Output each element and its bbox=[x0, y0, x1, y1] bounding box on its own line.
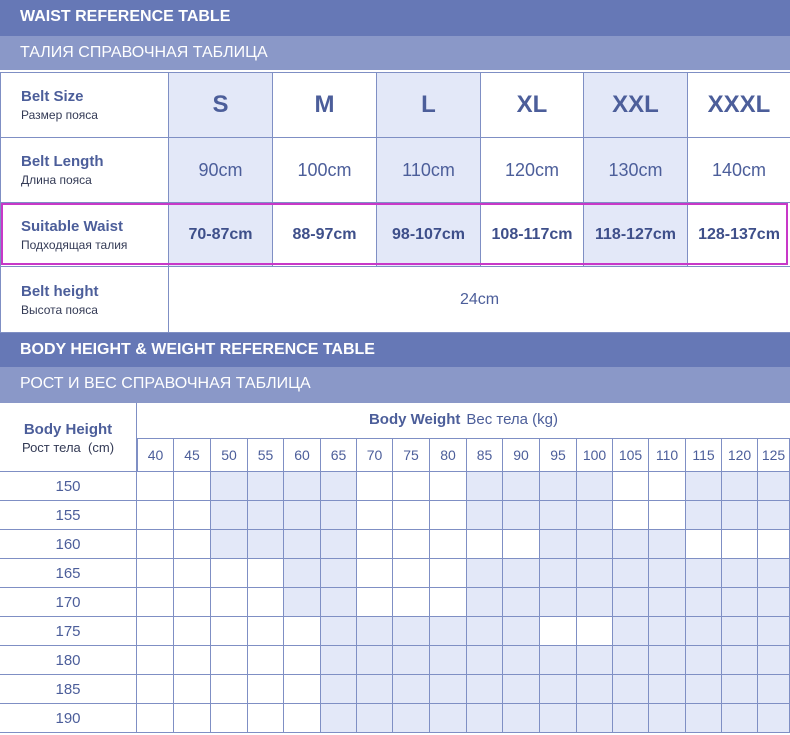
grid-cell bbox=[211, 704, 248, 733]
body-height-label-ru: Рост тела bbox=[21, 440, 81, 455]
grid-cell bbox=[430, 617, 467, 646]
length-cell: 100cm bbox=[273, 138, 377, 203]
size-cell: S bbox=[169, 73, 273, 138]
belt-length-row bbox=[1, 138, 790, 203]
weight-tick-label: 125 bbox=[758, 439, 790, 472]
belt-size-row bbox=[1, 73, 790, 138]
weight-tick-label: 110 bbox=[649, 439, 686, 472]
grid-cell bbox=[393, 646, 430, 675]
grid-cell bbox=[248, 617, 284, 646]
grid-cell bbox=[540, 559, 577, 588]
grid-cell bbox=[613, 617, 649, 646]
grid-cell bbox=[649, 588, 686, 617]
grid-cell bbox=[137, 472, 174, 501]
weight-tick-label: 90 bbox=[503, 439, 540, 472]
grid-cell bbox=[758, 646, 790, 675]
size-cell: XL bbox=[481, 73, 584, 138]
grid-cell bbox=[393, 704, 430, 733]
size-cell: XXXL bbox=[688, 73, 790, 138]
grid-cell bbox=[686, 472, 722, 501]
grid-cell bbox=[393, 559, 430, 588]
grid-cell bbox=[321, 617, 357, 646]
grid-cell bbox=[686, 704, 722, 733]
grid-cell bbox=[174, 704, 211, 733]
length-cell: 90cm bbox=[169, 138, 273, 203]
grid-cell bbox=[540, 675, 577, 704]
body-weight-label-en: Body Weight bbox=[368, 411, 461, 428]
grid-cell bbox=[540, 472, 577, 501]
suitable-waist-row bbox=[1, 203, 790, 267]
grid-cell bbox=[686, 617, 722, 646]
grid-cell bbox=[540, 617, 577, 646]
waist-table-title: WAIST REFERENCE TABLE bbox=[0, 0, 790, 36]
grid-cell bbox=[613, 501, 649, 530]
row-header bbox=[1, 73, 169, 138]
grid-cell bbox=[577, 675, 613, 704]
grid-cell bbox=[357, 646, 393, 675]
grid-cell bbox=[248, 472, 284, 501]
row-label-ru: Длина пояса bbox=[21, 173, 92, 187]
grid-cell bbox=[540, 530, 577, 559]
waist-cell: 128-137cm bbox=[688, 203, 790, 267]
grid-cell bbox=[467, 704, 503, 733]
grid-cell bbox=[722, 704, 758, 733]
grid-cell bbox=[503, 472, 540, 501]
grid-cell bbox=[248, 646, 284, 675]
grid-cell bbox=[357, 559, 393, 588]
grid-cell bbox=[284, 704, 321, 733]
grid-cell bbox=[174, 588, 211, 617]
weight-tick-label: 60 bbox=[284, 439, 321, 472]
grid-cell bbox=[540, 646, 577, 675]
grid-cell bbox=[540, 501, 577, 530]
grid-cell bbox=[357, 588, 393, 617]
grid-cell bbox=[467, 472, 503, 501]
grid-cell bbox=[284, 501, 321, 530]
grid-cell bbox=[577, 704, 613, 733]
grid-cell bbox=[211, 530, 248, 559]
grid-cell bbox=[174, 646, 211, 675]
length-cell: 110cm bbox=[377, 138, 481, 203]
weight-tick-label: 50 bbox=[211, 439, 248, 472]
grid-cell bbox=[430, 501, 467, 530]
grid-cell bbox=[577, 617, 613, 646]
grid-cell bbox=[321, 530, 357, 559]
grid-cell bbox=[284, 675, 321, 704]
grid-cell bbox=[211, 501, 248, 530]
waist-cell: 108-117cm bbox=[481, 203, 584, 267]
grid-cell bbox=[649, 617, 686, 646]
grid-cell bbox=[321, 646, 357, 675]
weight-tick-label: 40 bbox=[137, 439, 174, 472]
grid-cell bbox=[211, 559, 248, 588]
grid-cell bbox=[430, 472, 467, 501]
grid-cell bbox=[503, 675, 540, 704]
grid-cell bbox=[321, 501, 357, 530]
grid-cell bbox=[137, 559, 174, 588]
height-tick-label: 185 bbox=[0, 675, 137, 704]
body-table-subtitle: РОСТ И ВЕС СПРАВОЧНАЯ ТАБЛИЦА bbox=[0, 367, 790, 403]
weight-tick-label: 120 bbox=[722, 439, 758, 472]
grid-cell bbox=[503, 646, 540, 675]
grid-cell bbox=[321, 704, 357, 733]
grid-cell bbox=[722, 617, 758, 646]
grid-cell bbox=[321, 588, 357, 617]
grid-cell bbox=[211, 675, 248, 704]
grid-cell bbox=[174, 530, 211, 559]
weight-tick-label: 45 bbox=[174, 439, 211, 472]
row-header bbox=[1, 267, 169, 333]
grid-cell bbox=[649, 646, 686, 675]
grid-cell bbox=[722, 588, 758, 617]
grid-cell bbox=[758, 559, 790, 588]
waist-cell: 70-87cm bbox=[169, 203, 273, 267]
grid-cell bbox=[357, 617, 393, 646]
grid-cell bbox=[248, 530, 284, 559]
grid-cell bbox=[321, 472, 357, 501]
grid-cell bbox=[503, 559, 540, 588]
grid-cell bbox=[758, 617, 790, 646]
length-cell: 120cm bbox=[481, 138, 584, 203]
grid-cell bbox=[686, 559, 722, 588]
weight-tick-label: 75 bbox=[393, 439, 430, 472]
body-height-label-en: Body Height bbox=[23, 421, 113, 438]
grid-cell bbox=[467, 675, 503, 704]
grid-cell bbox=[503, 704, 540, 733]
grid-cell bbox=[467, 617, 503, 646]
length-cell: 140cm bbox=[688, 138, 790, 203]
height-tick-label: 150 bbox=[0, 472, 137, 501]
grid-cell bbox=[393, 675, 430, 704]
grid-cell bbox=[137, 704, 174, 733]
height-tick-label: 165 bbox=[0, 559, 137, 588]
height-tick-label: 155 bbox=[0, 501, 137, 530]
grid-cell bbox=[430, 675, 467, 704]
size-cell: L bbox=[377, 73, 481, 138]
grid-cell bbox=[430, 646, 467, 675]
grid-cell bbox=[503, 501, 540, 530]
grid-cell bbox=[686, 530, 722, 559]
grid-cell bbox=[467, 559, 503, 588]
grid-cell bbox=[357, 704, 393, 733]
grid-cell bbox=[430, 588, 467, 617]
grid-cell bbox=[284, 559, 321, 588]
grid-cell bbox=[357, 675, 393, 704]
body-height-unit: (cm) bbox=[88, 440, 115, 455]
height-tick-label: 175 bbox=[0, 617, 137, 646]
grid-cell bbox=[211, 646, 248, 675]
row-label-en: Belt Size bbox=[21, 88, 84, 105]
grid-cell bbox=[758, 472, 790, 501]
belt-height-row bbox=[1, 267, 790, 333]
grid-cell bbox=[758, 588, 790, 617]
grid-cell bbox=[430, 704, 467, 733]
grid-cell bbox=[722, 501, 758, 530]
grid-cell bbox=[393, 588, 430, 617]
grid-cell bbox=[137, 675, 174, 704]
grid-cell bbox=[248, 559, 284, 588]
grid-cell bbox=[686, 588, 722, 617]
weight-tick-label: 115 bbox=[686, 439, 722, 472]
height-tick-label: 180 bbox=[0, 646, 137, 675]
grid-cell bbox=[613, 646, 649, 675]
grid-cell bbox=[686, 646, 722, 675]
grid-cell bbox=[758, 501, 790, 530]
row-label-en: Belt height bbox=[21, 282, 99, 300]
grid-cell bbox=[613, 704, 649, 733]
body-table-title: BODY HEIGHT & WEIGHT REFERENCE TABLE bbox=[0, 333, 790, 367]
weight-tick-label: 65 bbox=[321, 439, 357, 472]
grid-cell bbox=[467, 530, 503, 559]
grid-cell bbox=[430, 559, 467, 588]
weight-tick-label: 105 bbox=[613, 439, 649, 472]
grid-cell bbox=[393, 530, 430, 559]
grid-cell bbox=[248, 675, 284, 704]
grid-cell bbox=[722, 472, 758, 501]
grid-cell bbox=[321, 559, 357, 588]
grid-cell bbox=[722, 530, 758, 559]
row-header bbox=[1, 138, 169, 203]
height-tick-label: 160 bbox=[0, 530, 137, 559]
grid-cell bbox=[357, 530, 393, 559]
grid-cell bbox=[649, 704, 686, 733]
belt-height-value: 24cm bbox=[169, 267, 790, 333]
grid-cell bbox=[467, 501, 503, 530]
grid-cell bbox=[649, 530, 686, 559]
row-label-ru: Размер пояса bbox=[21, 108, 98, 122]
grid-cell bbox=[248, 501, 284, 530]
grid-cell bbox=[577, 501, 613, 530]
grid-cell bbox=[284, 588, 321, 617]
grid-cell bbox=[577, 472, 613, 501]
grid-cell bbox=[284, 646, 321, 675]
size-cell: M bbox=[273, 73, 377, 138]
grid-cell bbox=[284, 617, 321, 646]
row-label-en: Suitable Waist bbox=[21, 217, 123, 235]
weight-tick-label: 95 bbox=[540, 439, 577, 472]
row-label-ru: Высота пояса bbox=[21, 302, 98, 317]
grid-cell bbox=[357, 472, 393, 501]
grid-cell bbox=[284, 472, 321, 501]
size-cell: XXL bbox=[584, 73, 688, 138]
grid-cell bbox=[577, 588, 613, 617]
grid-cell bbox=[357, 501, 393, 530]
grid-cell bbox=[393, 617, 430, 646]
grid-cell bbox=[722, 559, 758, 588]
grid-cell bbox=[686, 675, 722, 704]
grid-cell bbox=[174, 501, 211, 530]
grid-cell bbox=[758, 675, 790, 704]
grid-cell bbox=[467, 588, 503, 617]
waist-reference-table bbox=[0, 72, 790, 333]
grid-cell bbox=[503, 617, 540, 646]
grid-cell bbox=[758, 530, 790, 559]
grid-cell bbox=[540, 704, 577, 733]
grid-cell bbox=[174, 472, 211, 501]
body-height-header bbox=[0, 403, 137, 472]
length-cell: 130cm bbox=[584, 138, 688, 203]
grid-cell bbox=[211, 617, 248, 646]
grid-cell bbox=[649, 472, 686, 501]
weight-tick-label: 85 bbox=[467, 439, 503, 472]
waist-table-subtitle: ТАЛИЯ СПРАВОЧНАЯ ТАБЛИЦА bbox=[0, 36, 790, 70]
grid-cell bbox=[137, 646, 174, 675]
grid-cell bbox=[577, 646, 613, 675]
grid-cell bbox=[722, 646, 758, 675]
grid-cell bbox=[649, 501, 686, 530]
grid-cell bbox=[137, 530, 174, 559]
waist-cell: 88-97cm bbox=[273, 203, 377, 267]
grid-cell bbox=[613, 472, 649, 501]
waist-cell: 98-107cm bbox=[377, 203, 481, 267]
row-label-en: Belt Length bbox=[21, 153, 104, 170]
grid-cell bbox=[649, 675, 686, 704]
grid-cell bbox=[137, 617, 174, 646]
waist-cell: 118-127cm bbox=[584, 203, 688, 267]
grid-cell bbox=[248, 588, 284, 617]
grid-cell bbox=[613, 559, 649, 588]
grid-cell bbox=[613, 588, 649, 617]
grid-cell bbox=[686, 501, 722, 530]
grid-cell bbox=[321, 675, 357, 704]
grid-cell bbox=[174, 559, 211, 588]
grid-cell bbox=[613, 675, 649, 704]
grid-cell bbox=[284, 530, 321, 559]
grid-cell bbox=[137, 501, 174, 530]
grid-cell bbox=[467, 646, 503, 675]
grid-cell bbox=[174, 617, 211, 646]
grid-cell bbox=[248, 704, 284, 733]
weight-tick-label: 100 bbox=[577, 439, 613, 472]
grid-cell bbox=[540, 588, 577, 617]
grid-cell bbox=[430, 530, 467, 559]
grid-cell bbox=[211, 588, 248, 617]
grid-cell bbox=[577, 559, 613, 588]
body-weight-label-ru: Вес тела (kg) bbox=[466, 411, 559, 428]
height-tick-label: 170 bbox=[0, 588, 137, 617]
grid-cell bbox=[722, 675, 758, 704]
grid-cell bbox=[577, 530, 613, 559]
body-weight-header bbox=[137, 403, 790, 439]
grid-cell bbox=[758, 704, 790, 733]
row-label-ru: Подходящая талия bbox=[21, 237, 128, 252]
grid-cell bbox=[174, 675, 211, 704]
grid-cell bbox=[137, 588, 174, 617]
grid-cell bbox=[649, 559, 686, 588]
height-tick-label: 190 bbox=[0, 704, 137, 733]
grid-cell bbox=[393, 501, 430, 530]
weight-tick-label: 80 bbox=[430, 439, 467, 472]
weight-tick-label: 70 bbox=[357, 439, 393, 472]
grid-cell bbox=[393, 472, 430, 501]
grid-cell bbox=[503, 588, 540, 617]
grid-cell bbox=[503, 530, 540, 559]
weight-tick-label: 55 bbox=[248, 439, 284, 472]
row-header bbox=[1, 203, 169, 267]
grid-cell bbox=[211, 472, 248, 501]
grid-cell bbox=[613, 530, 649, 559]
